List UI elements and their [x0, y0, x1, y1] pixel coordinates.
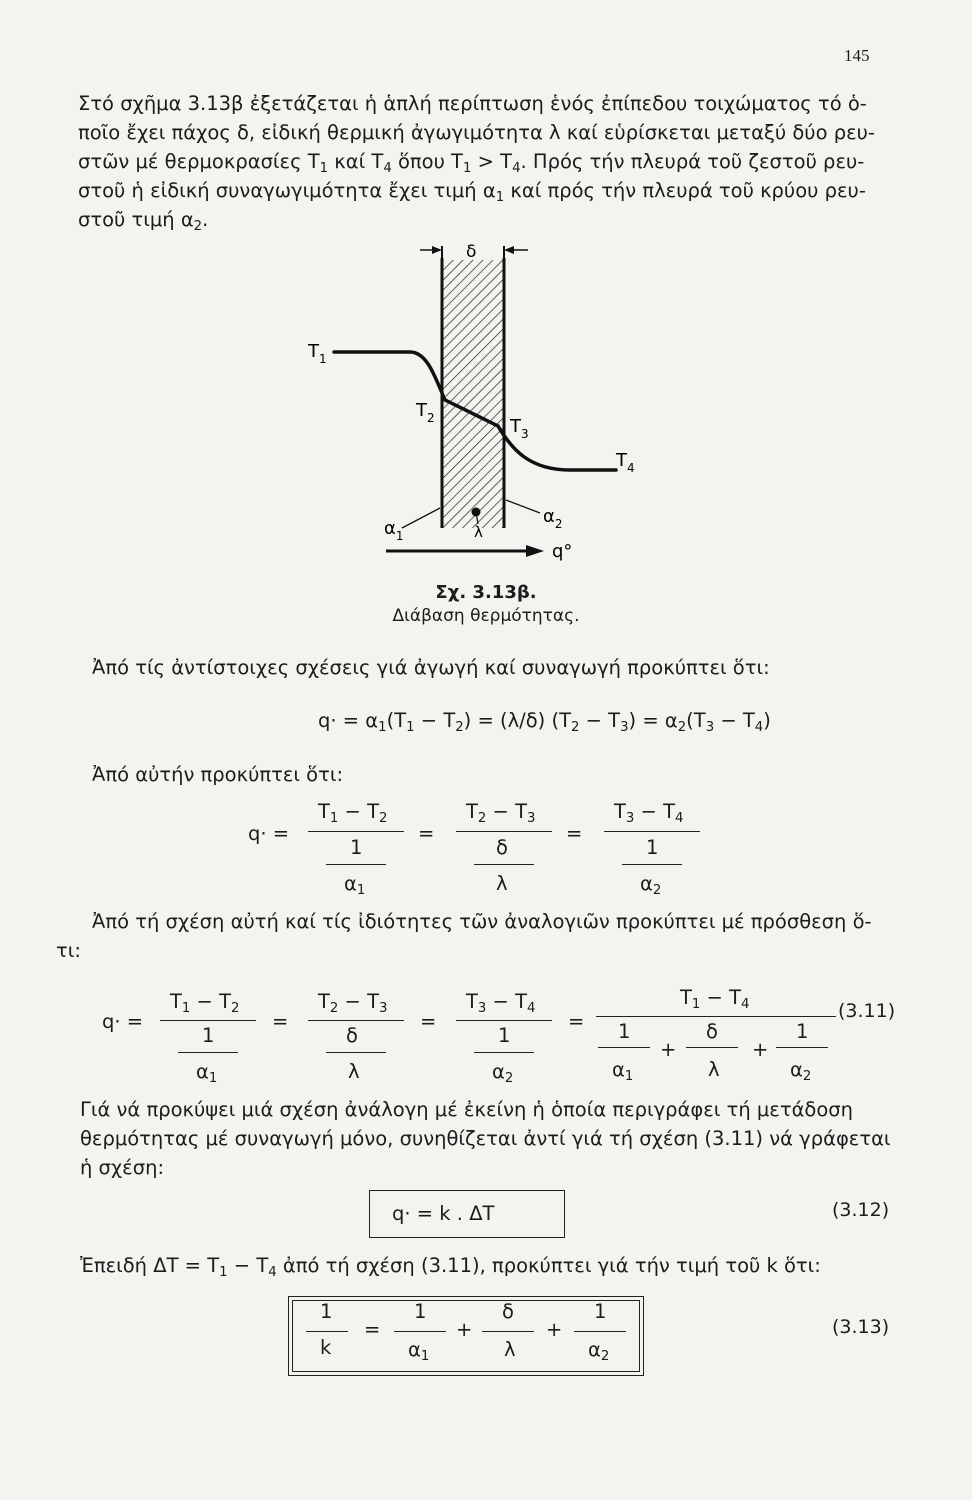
eq313-one-b: 1 — [594, 1300, 607, 1323]
ratio1-one: 1 — [350, 836, 363, 859]
heat-transfer-figure — [0, 0, 972, 640]
eq311-equals-3: = — [568, 1010, 585, 1033]
analog-text-line-1: Γιά νά προκύψει μιά σχέση ἀνάλογη μέ ἐκείνη ἡ ὁποία περιγράφει τή μετάδοση — [80, 1098, 854, 1121]
analog-text-line-2: θερμότητας μέ συναγωγή μόνο, συνηθίζεται ἀντί γιά τή σχέση (3.11) νά γράφεται — [80, 1127, 891, 1150]
figure-caption-subtitle: Διάβαση θερμότητας. — [392, 606, 580, 626]
ratio1-alpha1: $\alpha_1$ — [344, 872, 366, 898]
properties-text-line-1: Ἀπό τή σχέση αὐτή καί τίς ἰδιότητες τῶν ἀναλογιῶν προκύπτει μέ πρόσθεση ὅ- — [92, 910, 872, 933]
page-number: 145 — [844, 46, 870, 65]
q-symbol: q· = — [248, 822, 290, 845]
figure-caption-title: Σχ. 3.13β. — [435, 582, 537, 603]
q-symbol-2: q· = — [102, 1010, 144, 1033]
eq311-r2-num: $T_2 - T_3$ — [318, 990, 388, 1016]
wall-hatched — [442, 260, 504, 528]
eq311-r1-alpha1: $\alpha_1$ — [196, 1060, 218, 1086]
ratio2-numerator: $T_2 - T_3$ — [466, 800, 536, 826]
equation-number-3-13: (3.13) — [832, 1316, 890, 1338]
eq313-plus-2: + — [546, 1318, 563, 1341]
eq311-r4-delta: δ — [706, 1020, 718, 1043]
eq313-equals: = — [364, 1318, 381, 1341]
eq313-plus-1: + — [456, 1318, 473, 1341]
since-text: Ἐπειδή $\Delta T = T_1 - T_4$ ἀπό τή σχέση (3.11), προκύπτει γιά τήν τιμή τοῦ k ὅτι: — [80, 1254, 821, 1280]
intro-line-1: Στό σχῆμα 3.13β ἐξετάζεται ἡ ἁπλή περίπτωση ἑνός ἐπίπεδου τοιχώματος τό ὁ- — [78, 92, 867, 115]
eq311-r2-lambda: λ — [348, 1060, 360, 1083]
from-this-text: Ἀπό αὐτήν προκύπτει ὅτι: — [92, 763, 344, 786]
equation-3-12: q· = k . ΔT — [392, 1202, 495, 1225]
eq311-r4-lambda: λ — [708, 1058, 720, 1081]
eq311-r3-one: 1 — [498, 1024, 511, 1047]
ratio3-one: 1 — [646, 836, 659, 859]
eq313-k: k — [320, 1336, 332, 1359]
alpha2-label: $\alpha_2$ — [543, 506, 563, 531]
eq311-r4-alpha1: $\alpha_1$ — [612, 1058, 634, 1084]
eq311-plus-2: + — [752, 1038, 769, 1061]
t2-label: $T_2$ — [416, 400, 435, 425]
lambda-label: λ — [474, 523, 483, 541]
eq311-plus-1: + — [660, 1038, 677, 1061]
eq311-r4-alpha2: $\alpha_2$ — [790, 1058, 812, 1084]
ratio2-delta: δ — [496, 836, 508, 859]
properties-text-line-2: τι: — [56, 939, 81, 962]
q-direction-label: q° — [552, 541, 573, 562]
flux-equation: $q\cdot = \alpha_1(T_1 - T_2) = (\lambda/\delta) (T_2 - T_3) = \alpha_2(T_3 - T_4)$ — [318, 709, 771, 735]
eq313-lambda: λ — [504, 1338, 516, 1361]
analog-text-line-3: ἡ σχέση: — [80, 1156, 165, 1179]
relations-text: Ἀπό τίς ἀντίστοιχες σχέσεις γιά ἀγωγή καί συναγωγή προκύπτει ὅτι: — [92, 656, 770, 679]
t3-label: $T_3$ — [510, 416, 529, 441]
eq311-r4-one-a: 1 — [618, 1020, 631, 1043]
t4-label: $T_4$ — [616, 450, 635, 475]
intro-line-4: στοῦ ἡ εἰδική συναγωγιμότητα ἔχει τιμή $\alpha_1$ καί πρός τήν πλευρά τοῦ κρύου ρευ- — [78, 179, 866, 205]
eq313-alpha1: $\alpha_1$ — [408, 1338, 430, 1364]
eq311-r1-one: 1 — [202, 1024, 215, 1047]
eq313-one: 1 — [320, 1300, 333, 1323]
equation-number-3-11: (3.11) — [838, 1000, 896, 1022]
ratio3-alpha2: $\alpha_2$ — [640, 872, 662, 898]
alpha1-label: $\alpha_1$ — [384, 518, 404, 543]
eq311-r4-one-b: 1 — [796, 1020, 809, 1043]
eq311-r1-num: $T_1 - T_2$ — [170, 990, 240, 1016]
eq311-r3-num: $T_3 - T_4$ — [466, 990, 536, 1016]
equals-2: = — [566, 822, 583, 845]
eq311-r4-num: $T_1 - T_4$ — [680, 986, 750, 1012]
eq311-equals-2: = — [420, 1010, 437, 1033]
ratio2-lambda: λ — [496, 872, 508, 895]
intro-line-3: στῶν μέ θερμοκρασίες $T_1$ καί $T_4$ ὅπου $T_1 > T_4$. Πρός τήν πλευρά τοῦ ζεστοῦ ρευ- — [78, 150, 865, 176]
eq311-r3-alpha2: $\alpha_2$ — [492, 1060, 514, 1086]
intro-line-5: στοῦ τιμή $\alpha_2$. — [78, 208, 209, 234]
eq311-equals-1: = — [272, 1010, 289, 1033]
ratio1-numerator: $T_1 - T_2$ — [318, 800, 388, 826]
t1-label: $T_1$ — [308, 341, 327, 366]
equation-number-3-12: (3.12) — [832, 1199, 890, 1221]
eq311-r2-delta: δ — [346, 1024, 358, 1047]
eq313-one-a: 1 — [414, 1300, 427, 1323]
eq313-delta: δ — [502, 1300, 514, 1323]
delta-label: δ — [466, 242, 477, 262]
eq313-alpha2: $\alpha_2$ — [588, 1338, 610, 1364]
ratio3-numerator: $T_3 - T_4$ — [614, 800, 684, 826]
equals-1: = — [418, 822, 435, 845]
intro-line-2: ποῖο ἔχει πάχος δ, εἰδική θερμική ἀγωγιμότητα λ καί εὑρίσκεται μεταξύ δύο ρευ- — [78, 121, 875, 144]
